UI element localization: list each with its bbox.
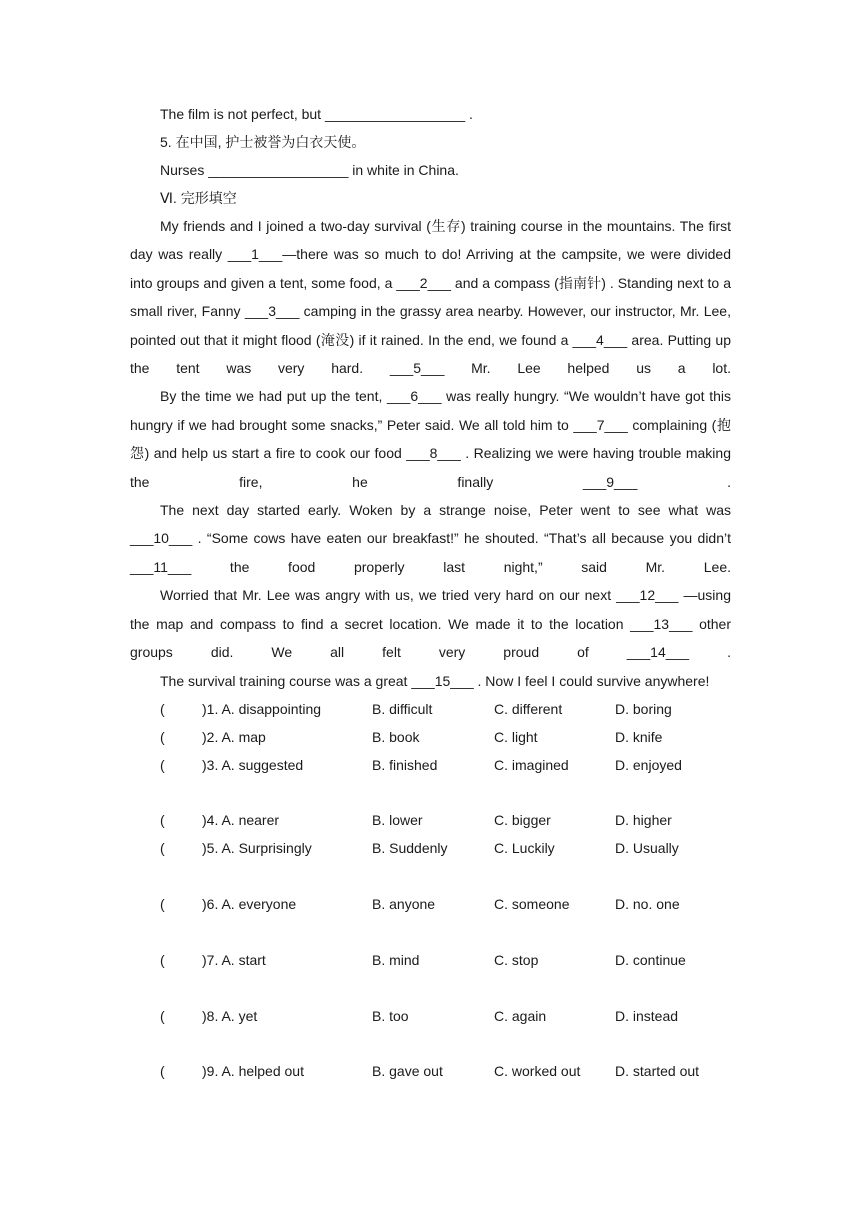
option-d: D. no. one [615, 896, 680, 913]
option-b: B. gave out [372, 1063, 443, 1080]
question-row-7 [130, 946, 731, 974]
question-row-9 [130, 1057, 731, 1085]
question-row-4 [130, 806, 731, 834]
option-c: C. light [494, 728, 538, 745]
option-b: B. too [372, 1007, 409, 1024]
option-c: C. worked out [494, 1063, 581, 1080]
blank-gap [130, 918, 731, 946]
answer-paren: ( [160, 1007, 165, 1024]
option-a: )5. A. Surprisingly [202, 840, 312, 857]
option-b: B. book [372, 728, 420, 745]
option-b: B. mind [372, 951, 420, 968]
option-c: C. someone [494, 896, 570, 913]
question-row-3 [130, 751, 731, 779]
option-a: )9. A. helped out [202, 1063, 304, 1080]
option-b: B. difficult [372, 700, 433, 717]
option-a: )6. A. everyone [202, 896, 297, 913]
option-a: )3. A. suggested [202, 756, 304, 773]
option-a: )1. A. disappointing [202, 700, 322, 717]
option-d: D. knife [615, 728, 663, 745]
option-d: D. higher [615, 812, 672, 829]
blank-gap [130, 1030, 731, 1058]
option-d: D. started out [615, 1063, 700, 1080]
passage-paragraph-5: The survival training course was a great ___15___ . Now I feel I could survive anywhere! [160, 672, 710, 689]
answer-paren: ( [160, 728, 165, 745]
blank-gap [130, 862, 731, 890]
option-d: D. instead [615, 1007, 679, 1024]
passage-paragraph-3: The next day started early. Woken by a strange noise, Peter went to see what was ___10___ . “Some cows have eaten our breakfast!” he shouted. “That’s all because you didn’t ___11___ the food properly last night,” said Mr. Lee. [130, 502, 731, 575]
option-c: C. bigger [494, 812, 551, 829]
translation-answer-line-4: The film is not perfect, but __________________ . [160, 106, 473, 122]
answer-paren: ( [160, 700, 165, 717]
option-a: )8. A. yet [202, 1007, 258, 1024]
option-d: D. boring [615, 700, 672, 717]
question-row-6 [130, 890, 731, 918]
option-a: )2. A. map [202, 728, 266, 745]
passage-paragraph-2: By the time we had put up the tent, ___6___ was really hungry. “We wouldn’t have got this hungry if we had brought some snacks,” Peter said. We all told him to ___7___ complaining (抱怨) and help us start a fire to cook our food ___8___ . Realizing we were having trouble making the fire, he finally ___9___ . [130, 388, 731, 490]
answer-paren: ( [160, 756, 165, 773]
blank-gap [130, 974, 731, 1002]
option-b: B. finished [372, 756, 438, 773]
option-c: C. Luckily [494, 840, 555, 857]
option-b: B. lower [372, 812, 423, 829]
option-c: C. different [494, 700, 563, 717]
option-a: )4. A. nearer [202, 812, 280, 829]
question-row-8 [130, 1002, 731, 1030]
question-row-5 [130, 834, 731, 862]
option-c: C. again [494, 1007, 547, 1024]
passage-paragraph-4: Worried that Mr. Lee was angry with us, we tried very hard on our next ___12___ —using the map and compass to find a secret location. We made it to the location ___13___ other groups did. We all felt very proud of ___14___ . [130, 587, 731, 661]
option-b: B. anyone [372, 896, 436, 913]
translation-question-5: 5. 在中国, 护士被誉为白衣天使。 [160, 134, 366, 150]
option-d: D. continue [615, 951, 686, 968]
answer-paren: ( [160, 840, 165, 857]
section-title-cloze: Ⅵ. 完形填空 [160, 190, 237, 206]
option-a: )7. A. start [202, 951, 266, 968]
option-b: B. Suddenly [372, 840, 448, 857]
document-page [130, 100, 731, 1085]
blank-gap [130, 779, 731, 807]
answer-paren: ( [160, 951, 165, 968]
answer-paren: ( [160, 896, 165, 913]
translation-answer-line-5: Nurses __________________ in white in China. [160, 162, 459, 178]
option-c: C. imagined [494, 756, 569, 773]
passage-paragraph-1: My friends and I joined a two-day survival (生存) training course in the mountains. The first day was really ___1___—there was so much to do! Arriving at the campsite, we were divided into groups and given a tent, some food, a ___2___ and a compass (指南针) . Standing next to a small river, Fanny ___3___ camping in the grassy area nearby. However, our instructor, Mr. Lee, pointed out that it might flood (淹没) if it rained. In the end, we found a ___4___ area. Putting up the tent was very hard. ___5___ Mr. Lee helped us a lot. [130, 218, 731, 377]
answer-paren: ( [160, 812, 165, 829]
question-row-1 [130, 695, 731, 723]
question-row-2 [130, 723, 731, 751]
option-c: C. stop [494, 951, 539, 968]
option-d: D. enjoyed [615, 756, 682, 773]
answer-paren: ( [160, 1063, 165, 1080]
option-d: D. Usually [615, 840, 679, 857]
